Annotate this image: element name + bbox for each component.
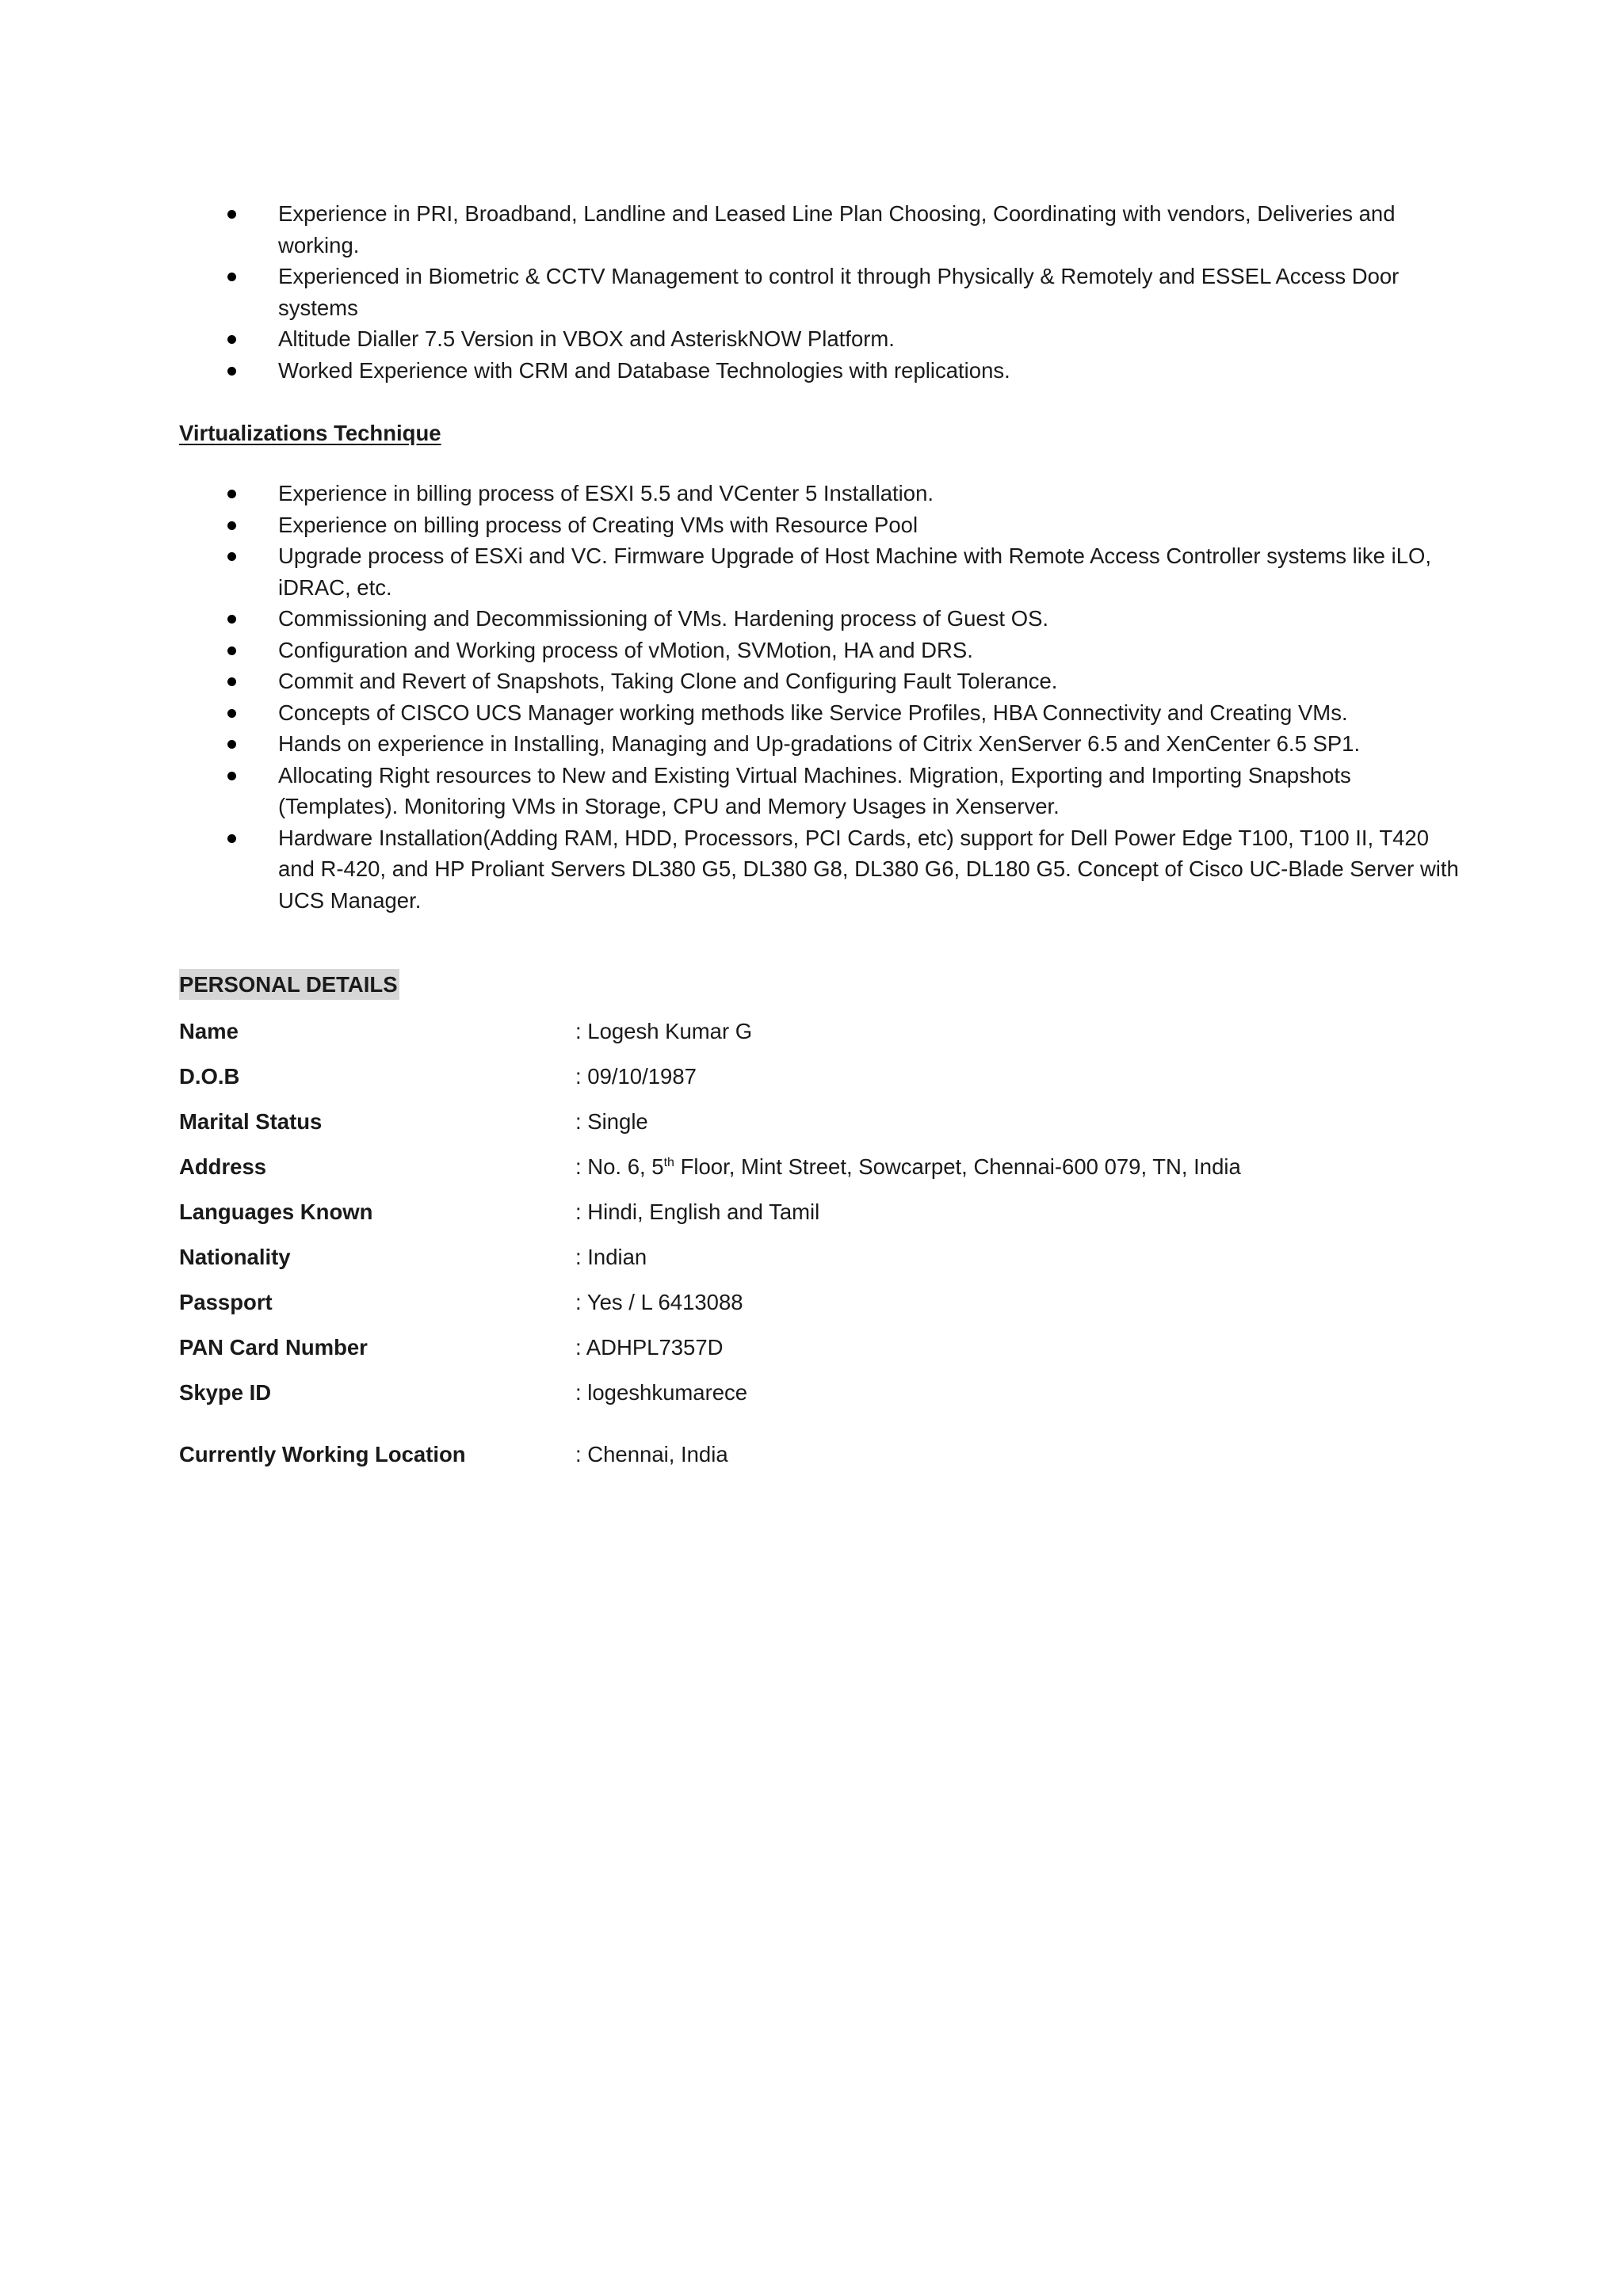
- list-item: Concepts of CISCO UCS Manager working methods like Service Profiles, HBA Connectivity and Creating VMs.: [179, 697, 1463, 729]
- details-row-name: [179, 1016, 1447, 1047]
- detail-label: Marital Status: [179, 1109, 323, 1134]
- detail-value: : Single: [575, 1109, 648, 1134]
- detail-label: Nationality: [179, 1245, 291, 1269]
- detail-value: : Hindi, English and Tamil: [575, 1199, 820, 1224]
- detail-value: : Yes / L 6413088: [575, 1290, 743, 1314]
- details-row-pan: [179, 1332, 1447, 1363]
- detail-label: Skype ID: [179, 1380, 272, 1405]
- details-row-location: [179, 1439, 1447, 1470]
- list-item: Worked Experience with CRM and Database Technologies with replications.: [179, 355, 1463, 387]
- list-item: Commissioning and Decommissioning of VMs. Hardening process of Guest OS.: [179, 603, 1463, 635]
- detail-value: [575, 1151, 1241, 1183]
- detail-value: : ADHPL7357D: [575, 1335, 724, 1360]
- address-value-end: Floor, Mint Street, Sowcarpet, Chennai-600 079, TN, India: [674, 1154, 1241, 1179]
- details-row-nationality: [179, 1241, 1447, 1273]
- list-item: Allocating Right resources to New and Existing Virtual Machines. Migration, Exporting and Importing Snapshots (Templates). Monitoring VMs in Storage, CPU and Memory Usages in Xenserver.: [179, 760, 1463, 822]
- details-row-skype: [179, 1377, 1447, 1409]
- detail-value: : logeshkumarece: [575, 1380, 748, 1405]
- detail-value: : Logesh Kumar G: [575, 1019, 753, 1043]
- detail-label: Address: [179, 1154, 267, 1179]
- list-item: Upgrade process of ESXi and VC. Firmware Upgrade of Host Machine with Remote Access Controller systems like iLO, iDRAC, etc.: [179, 540, 1463, 603]
- list-item: Commit and Revert of Snapshots, Taking Clone and Configuring Fault Tolerance.: [179, 666, 1463, 697]
- virtualization-bullet-list: [179, 478, 1463, 916]
- details-row-passport: [179, 1287, 1447, 1318]
- detail-value: : Chennai, India: [575, 1442, 728, 1466]
- detail-label: Passport: [179, 1290, 273, 1314]
- list-item: Experienced in Biometric & CCTV Management to control it through Physically & Remotely and ESSEL Access Door systems: [179, 261, 1463, 323]
- personal-details-heading: PERSONAL DETAILS: [179, 969, 399, 1000]
- list-item: Experience in PRI, Broadband, Landline and Leased Line Plan Choosing, Coordinating with vendors, Deliveries and working.: [179, 198, 1463, 261]
- experience-bullet-list: [179, 198, 1463, 386]
- list-item: Hardware Installation(Adding RAM, HDD, Processors, PCI Cards, etc) support for Dell Power Edge T100, T100 II, T420 and R-420, and HP Proliant Servers DL380 G5, DL380 G8, DL380 G6, DL180 G5. Concept of Cisco UC-Blade Server with UCS Manager.: [179, 822, 1463, 917]
- list-item: Experience in billing process of ESXI 5.5 and VCenter 5 Installation.: [179, 478, 1463, 509]
- detail-label: PAN Card Number: [179, 1335, 368, 1360]
- address-ordinal-suffix: th: [663, 1156, 674, 1169]
- details-row-languages: [179, 1196, 1447, 1228]
- details-row-dob: [179, 1061, 1447, 1093]
- detail-label: D.O.B: [179, 1064, 240, 1089]
- virtualization-heading: Virtualizations Technique: [179, 421, 441, 445]
- address-value-start: : No. 6, 5: [575, 1154, 664, 1179]
- list-item: Experience on billing process of Creating VMs with Resource Pool: [179, 509, 1463, 541]
- detail-label: Languages Known: [179, 1199, 373, 1224]
- list-item: Hands on experience in Installing, Managing and Up-gradations of Citrix XenServer 6.5 and XenCenter 6.5 SP1.: [179, 728, 1463, 760]
- detail-value: : Indian: [575, 1245, 647, 1269]
- details-row-marital-status: [179, 1106, 1447, 1138]
- detail-label: Currently Working Location: [179, 1442, 466, 1466]
- detail-label: Name: [179, 1019, 239, 1043]
- details-row-address: [179, 1151, 1447, 1183]
- list-item: Altitude Dialler 7.5 Version in VBOX and AsteriskNOW Platform.: [179, 323, 1463, 355]
- list-item: Configuration and Working process of vMotion, SVMotion, HA and DRS.: [179, 635, 1463, 666]
- detail-value: : 09/10/1987: [575, 1064, 697, 1089]
